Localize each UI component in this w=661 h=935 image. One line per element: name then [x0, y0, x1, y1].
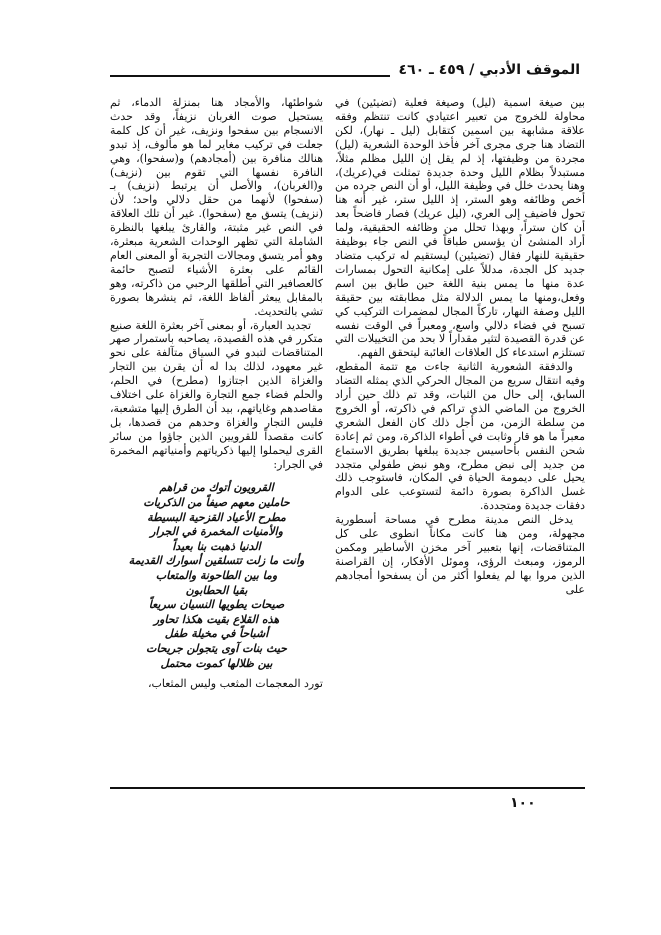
journal-title: الموقف الأدبي / ٤٥٩ ـ ٤٦٠ — [398, 62, 580, 78]
footer-rule — [110, 787, 585, 789]
closing-line: تورد المعجمات المثعب وليس المثعاب، — [147, 677, 323, 691]
right-column — [335, 96, 585, 597]
paragraph: بين صيغة اسمية (ليل) وصيغة فعلية (تضيئين) في محاولة للخروج من تعبير اعتيادي كانت تنتظم وفقه علاقة مشابهة بين اسمين كتقابل (ليل ـ نهار)، لكن التضاد هنا جرى مجرى آخر فأخذ الوحدة الشعرية (ليل) مجردة من وظيفتها، إذ لم يقل إن الليل مظلم مثلاً، مستبدلاً بظلام الليل وحدة جديدة تمثلت في(عريك)، وهنا يحدث خلل في وظيفة الليل، أو أن النص جرده من أخص وظائفه وهو الستر، إذ الليل ستر، غير أنه هنا تحول فاضيف إلى العري، (ليل عريك) فصار فاضحاً بعد أن كان ستراً، وبهذا تحلل من وظائفه الحقيقية، ولما أراد المنشئ أن يؤسس طباقاً في النص جاء بوظيفة حقيقية للنهار فقال (تضيئين) ليستقيم له تركيب متضاد جديد كل الجدة، مدللاً على إمكانية التحول بمسارات عدة منها ما يمس بنية اللغة حين طابق بين اسم وفعل،ومنها ما يمس الدلالة مثل مطابقته بين حقيقة الليل وصفة النهار، تاركاً المجال لمضمرات التركيب كي تسبح في فضاء دلالي واسع، ومعبراً في الوقت نفسه عن قدرة القصيدة لتثير مقداراً لا بحد من التخييلات التي تستلزم استدعاء كل العلاقات الغائبة ليتحقق الفهم. — [335, 96, 585, 360]
poem-line: هذه القلاع بقيت هكذا تحاور — [153, 612, 280, 626]
page-header — [110, 62, 580, 84]
paragraph: يدخل النص مدينة مطرح في مساحة أسطورية مجهولة، ومن هنا كانت مكاناً انطوى على كل المتناقضات، إنها بتعبير آخر مخزن الأساطير ومكمن الرموز، ومبعث الرؤى، وموئل الأفكار، إن القراصنة الذين مروا بها لم يفعلوا أكثر من أن يسفحوا أمجادهم على — [335, 513, 585, 596]
paragraph: والدفقة الشعورية الثانية جاءت مع تتمة المقطع، وفيه انتقال سريع من المجال الحركي الذي يمثله التضاد السابق، إلى حال من الثبات، وقد تم ذلك حين أراد الخروج من الماضي الذي تراكم في ذاكرته، أو الخروج من سلطة الزمن، من أجل ذلك كان الفعل الشعري معبراً ما هو قار وثابت في أطواء الذاكرة، ومن ثم إعادة شحن النفس بأحاسيس جديدة يبلغها بطريق الاستماع من جديد إلى نبض مطرح، وهو نبض طفولي متجدد يحيل على ديمومة الحياة في المكان، فاستوجب ذلك غسل الذاكرة بصورة دائمة لتستوعب على الدوام دفقات جديدة ومتجددة. — [335, 360, 585, 513]
poem-line: مطرح الأعياد القزحية البسيطة — [147, 510, 286, 524]
paragraph: تجديد العبارة، أو بمعنى آخر بعثرة اللغة صنيع متكرر في هذه القصيدة، يصاحبه باستمرار صهر المتناقضات لتبدو في السياق متآلفة على نحو غير معهود، لذلك بدا له أن يقرن بين التجار والغزاة الذين اجتازوا (مطرح) في الحلم، والحلم فضاء جمع التجارة والغزاة على اختلاف مقاصدهم وغاياتهم، بيد أن الطرق إليها متشعبة، فليس التجار والغزاة وحدهم من قصدها، بل كانت مقصداً للقرويين الذين جاؤوا من سائر القرى ليحملوا إليها ذكرياتهم وأمنياتهم المخمرة في الجرار: — [110, 318, 323, 471]
poem-line: صيحات يطويها النسيان سريعاً — [148, 598, 285, 612]
poem-line: أشباحاً في مخيلة طفل — [164, 627, 269, 641]
header-rule — [110, 75, 390, 77]
poem-line: القرويون أتوك من قراهم — [159, 481, 274, 495]
poem-line: والأمنيات المخمرة في الجرار — [150, 525, 283, 539]
poem-line: الدنيا ذهبت بنا بعيداً — [172, 539, 261, 553]
poem-line: حاملين معهم صيفاً من الذكريات — [143, 496, 290, 510]
left-column — [110, 96, 323, 691]
poem-quote — [110, 481, 323, 671]
page-number: ١٠٠ — [510, 795, 536, 811]
paragraph: شواطئها، والأمجاد هنا بمنزلة الدماء، ثم يستحيل صوت الغربان نزيفاً، وقد حدث الانسجام بين سفحوا ونزيف، غير أن كل كلمة جعلت في تركيب مغاير لما هو مألوف، إذ تبدو هنالك منافرة بين (أمجادهم) و(سفحوا)، وهي النافرة نفسها التي تقوم بين (نزيف) و(الغربان)، والأصل أن يرتبط (نزيف) بـ (سفحوا) لأنهما من حقل دلالي واحد؛ لأن (نزيف) يتسق مع (سفحوا). غير أن تلك العلاقة في النص غير مثبتة، والقارئ يبلغها بالنظرة الشاملة التي تظهر الوحدات الشعرية مبعثرة، وهو أمر يتسق ومجالات التجربة أو المعنى العام القائم على بعثرة الأشياء لتصبح حائمة كالعصافير التي أطلقها الرحبي من ذاكرته، وهو بالمقابل يبعثر ألفاظ اللغة، ثم ينشرها بصورة تشي بالتحديث. — [110, 96, 323, 318]
poem-line: بقيا الحطابون — [185, 583, 248, 597]
poem-line: حيث بنات آوى يتجولن جريحات — [146, 642, 287, 655]
poem-line: بين ظلالها كموت محتمل — [160, 656, 273, 670]
poem-line: وما بين الطاحونة والمتعاب — [155, 569, 278, 583]
poem-line: وأنت ما زلت تتسلقين أسوارك القديمة — [128, 554, 305, 568]
